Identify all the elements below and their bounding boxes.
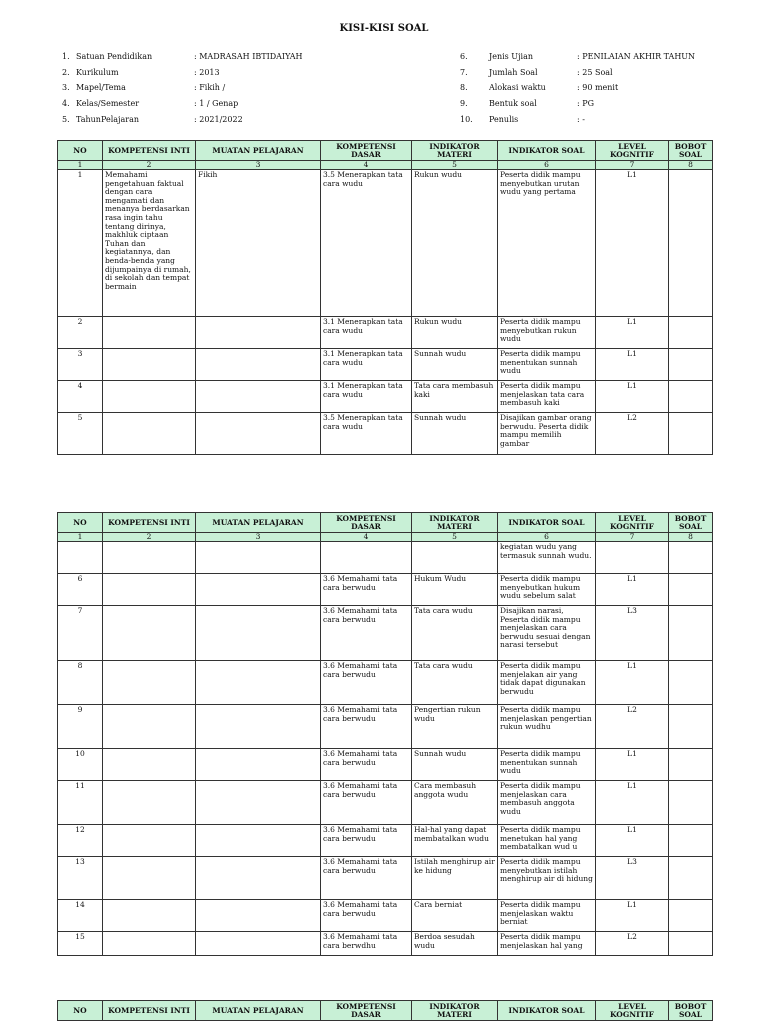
column-number: 7 (596, 533, 669, 542)
info-label: Kurikulum (76, 68, 119, 77)
cell-no: 1 (58, 170, 103, 317)
cell-kompetensi-dasar: 3.1 Menerapkan tata cara wudu (321, 381, 412, 413)
cell-no: 10 (58, 749, 103, 781)
cell-level: L2 (596, 932, 669, 956)
column-number: 6 (498, 161, 596, 170)
info-value: : 25 Soal (577, 68, 613, 77)
cell-indikator-soal: Peserta didik mampu menjelaskan hal yang (498, 932, 596, 956)
cell-level: L1 (596, 317, 669, 349)
info-value: : PENILAIAN AKHIR TAHUN (577, 52, 696, 61)
header-cell: INDIKATOR SOAL (498, 513, 596, 533)
cell-kompetensi-dasar: 3.6 Memahami tata cara berwudu (321, 900, 412, 932)
table-row (58, 900, 713, 932)
cell-bobot (669, 857, 713, 900)
column-number: 3 (196, 533, 321, 542)
cell-indikator-soal: Peserta didik mampu menjelakan air yang tidak dapat digunakan berwudu (498, 661, 596, 705)
info-number: 1. (62, 52, 70, 61)
cell-kompetensi-inti (103, 661, 196, 705)
info-value: : Fikih / (194, 83, 226, 92)
cell-indikator-materi: Sunnah wudu (412, 749, 498, 781)
kisi-table-1 (57, 140, 713, 455)
cell-indikator-materi: Istilah menghirup air ke hidung (412, 857, 498, 900)
cell-muatan (196, 749, 321, 781)
column-number: 4 (321, 161, 412, 170)
cell-bobot (669, 606, 713, 661)
cell-no: 4 (58, 381, 103, 413)
column-number: 2 (103, 533, 196, 542)
cell-level (596, 542, 669, 574)
cell-no: 8 (58, 661, 103, 705)
info-value: : PG (577, 99, 595, 108)
cell-level: L1 (596, 781, 669, 825)
cell-indikator-soal: Peserta didik mampu menyebutkan rukun wudu (498, 317, 596, 349)
info-label: TahunPelajaran (76, 115, 140, 124)
info-number: 10. (460, 115, 473, 124)
table-header-row (58, 1001, 713, 1021)
cell-kompetensi-inti (103, 857, 196, 900)
header-cell: LEVEL KOGNITIF (596, 513, 669, 533)
cell-kompetensi-dasar: 3.6 Memahami tata cara berwudu (321, 749, 412, 781)
cell-no: 7 (58, 606, 103, 661)
table-row (58, 381, 713, 413)
info-number: 5. (62, 115, 70, 124)
cell-no: 2 (58, 317, 103, 349)
header-cell: KOMPETENSI DASAR (321, 1001, 412, 1021)
info-number: 3. (62, 83, 70, 92)
cell-indikator-materi: Tata cara wudu (412, 606, 498, 661)
info-number: 9. (460, 99, 468, 108)
cell-indikator-soal: Peserta didik mampu menjelaskan pengertian rukun wudhu (498, 705, 596, 749)
cell-muatan (196, 413, 321, 455)
table-row (58, 781, 713, 825)
cell-indikator-soal: Peserta didik mampu menentukan sunnah wudu (498, 349, 596, 381)
header-cell: NO (58, 141, 103, 161)
table-row (58, 574, 713, 606)
info-number: 4. (62, 99, 70, 108)
cell-kompetensi-dasar: 3.6 Memahami tata cara berwudu (321, 574, 412, 606)
cell-kompetensi-inti (103, 574, 196, 606)
cell-muatan (196, 825, 321, 857)
cell-muatan (196, 606, 321, 661)
info-number: 6. (460, 52, 468, 61)
header-cell: INDIKATOR MATERI (412, 513, 498, 533)
table-row (58, 705, 713, 749)
cell-muatan (196, 349, 321, 381)
cell-bobot (669, 661, 713, 705)
column-number: 1 (58, 533, 103, 542)
table-row (58, 349, 713, 381)
header-cell: LEVEL KOGNITIF (596, 141, 669, 161)
cell-indikator-soal: kegiatan wudu yang termasuk sunnah wudu. (498, 542, 596, 574)
cell-level: L2 (596, 413, 669, 455)
cell-indikator-soal: Peserta didik mampu menentukan sunnah wudu (498, 749, 596, 781)
header-cell: KOMPETENSI INTI (103, 513, 196, 533)
cell-bobot (669, 413, 713, 455)
cell-no: 12 (58, 825, 103, 857)
table-row (58, 606, 713, 661)
cell-kompetensi-inti (103, 542, 196, 574)
header-cell: BOBOT SOAL (669, 513, 713, 533)
cell-indikator-soal: Peserta didik mampu menetukan hal yang membatalkan wud u (498, 825, 596, 857)
cell-kompetensi-dasar (321, 542, 412, 574)
cell-kompetensi-dasar: 3.6 Memahami tata cara berwudu (321, 781, 412, 825)
header-cell: BOBOT SOAL (669, 1001, 713, 1021)
cell-kompetensi-dasar: 3.6 Memahami tata cara berwudu (321, 705, 412, 749)
column-number: 8 (669, 533, 713, 542)
cell-kompetensi-dasar: 3.6 Memahami tata cara berwudu (321, 606, 412, 661)
cell-bobot (669, 705, 713, 749)
header-cell: INDIKATOR MATERI (412, 141, 498, 161)
header-cell: KOMPETENSI INTI (103, 1001, 196, 1021)
table-row (58, 317, 713, 349)
cell-no: 14 (58, 900, 103, 932)
cell-indikator-soal: Peserta didik mampu menjelaskan waktu berniat (498, 900, 596, 932)
cell-muatan (196, 542, 321, 574)
cell-level: L1 (596, 170, 669, 317)
cell-kompetensi-dasar: 3.6 Memahami tata cara berwudu (321, 661, 412, 705)
cell-indikator-soal: Peserta didik mampu menyebutkan urutan wudu yang pertama (498, 170, 596, 317)
info-label: Jenis Ujian (489, 52, 534, 61)
cell-muatan (196, 381, 321, 413)
cell-no: 15 (58, 932, 103, 956)
cell-kompetensi-inti: Memahami pengetahuan faktual dengan cara mengamati dan menanya berdasarkan rasa ingin tahu tentang dirinya, makhluk ciptaan Tuhan dan kegiatannya, dan benda-benda yang dijumpainya di rumah, di sekolah dan tempat bermain (103, 170, 196, 317)
cell-level: L1 (596, 661, 669, 705)
cell-level: L1 (596, 574, 669, 606)
cell-kompetensi-dasar: 3.5 Menerapkan tata cara wudu (321, 413, 412, 455)
cell-indikator-materi (412, 542, 498, 574)
header-cell: MUATAN PELAJARAN (196, 141, 321, 161)
column-number: 7 (596, 161, 669, 170)
cell-muatan (196, 857, 321, 900)
cell-muatan: Fikih (196, 170, 321, 317)
cell-level: L1 (596, 749, 669, 781)
cell-indikator-materi: Hukum Wudu (412, 574, 498, 606)
table-row (58, 170, 713, 317)
cell-kompetensi-inti (103, 381, 196, 413)
cell-kompetensi-dasar: 3.1 Menerapkan tata cara wudu (321, 317, 412, 349)
cell-bobot (669, 749, 713, 781)
cell-indikator-materi: Tata cara membasuh kaki (412, 381, 498, 413)
column-number: 5 (412, 533, 498, 542)
cell-indikator-materi: Hal-hal yang dapat membatalkan wudu (412, 825, 498, 857)
cell-muatan (196, 705, 321, 749)
cell-indikator-materi: Cara berniat (412, 900, 498, 932)
info-label: Satuan Pendidikan (76, 52, 153, 61)
cell-bobot (669, 170, 713, 317)
cell-kompetensi-inti (103, 349, 196, 381)
column-number: 8 (669, 161, 713, 170)
cell-muatan (196, 781, 321, 825)
cell-indikator-materi: Rukun wudu (412, 170, 498, 317)
info-label: Penulis (489, 115, 519, 124)
header-cell: INDIKATOR SOAL (498, 141, 596, 161)
info-value: : 90 menit (577, 83, 619, 92)
cell-no: 5 (58, 413, 103, 455)
cell-no: 3 (58, 349, 103, 381)
cell-no: 6 (58, 574, 103, 606)
cell-muatan (196, 317, 321, 349)
cell-bobot (669, 900, 713, 932)
column-number: 4 (321, 533, 412, 542)
table-row (58, 542, 713, 574)
cell-indikator-soal: Peserta didik mampu menjelaskan tata cara membasuh kaki (498, 381, 596, 413)
header-cell: NO (58, 513, 103, 533)
cell-kompetensi-inti (103, 781, 196, 825)
table-row (58, 661, 713, 705)
header-cell: MUATAN PELAJARAN (196, 513, 321, 533)
header-cell: BOBOT SOAL (669, 141, 713, 161)
info-number: 7. (460, 68, 468, 77)
cell-no (58, 542, 103, 574)
info-value: : - (577, 115, 585, 124)
cell-kompetensi-dasar: 3.6 Memahami tata cara berwudu (321, 857, 412, 900)
column-number: 2 (103, 161, 196, 170)
column-number: 5 (412, 161, 498, 170)
cell-kompetensi-inti (103, 317, 196, 349)
info-label: Mapel/Tema (76, 83, 126, 92)
table-row (58, 749, 713, 781)
cell-kompetensi-inti (103, 932, 196, 956)
info-label: Bentuk soal (489, 99, 537, 108)
cell-kompetensi-dasar: 3.6 Memahami tata cara berwudu (321, 825, 412, 857)
header-cell: NO (58, 1001, 103, 1021)
info-label: Jumlah Soal (489, 68, 538, 77)
header-cell: KOMPETENSI DASAR (321, 513, 412, 533)
cell-kompetensi-dasar: 3.6 Memahami tata cara berwdhu (321, 932, 412, 956)
cell-level: L1 (596, 900, 669, 932)
cell-bobot (669, 825, 713, 857)
header-cell: LEVEL KOGNITIF (596, 1001, 669, 1021)
cell-kompetensi-inti (103, 606, 196, 661)
column-number: 6 (498, 533, 596, 542)
cell-bobot (669, 381, 713, 413)
header-cell: KOMPETENSI DASAR (321, 141, 412, 161)
cell-indikator-materi: Sunnah wudu (412, 413, 498, 455)
info-label: Alokasi waktu (489, 83, 546, 92)
info-label: Kelas/Semester (76, 99, 140, 108)
column-number-row (58, 161, 713, 170)
cell-indikator-soal: Peserta didik mampu menjelaskan cara membasuh anggota wudu (498, 781, 596, 825)
cell-level: L1 (596, 381, 669, 413)
header-cell: KOMPETENSI INTI (103, 141, 196, 161)
column-number: 1 (58, 161, 103, 170)
cell-bobot (669, 317, 713, 349)
cell-no: 13 (58, 857, 103, 900)
cell-bobot (669, 542, 713, 574)
cell-muatan (196, 932, 321, 956)
cell-indikator-materi: Rukun wudu (412, 317, 498, 349)
kisi-table-3 (57, 1000, 713, 1021)
table-header-row (58, 141, 713, 161)
table-row (58, 413, 713, 455)
header-cell: MUATAN PELAJARAN (196, 1001, 321, 1021)
cell-indikator-materi: Berdoa sesudah wudu (412, 932, 498, 956)
info-value: : 1 / Genap (194, 99, 239, 108)
document-title: KISI-KISI SOAL (339, 23, 429, 34)
cell-indikator-materi: Cara membasuh anggota wudu (412, 781, 498, 825)
cell-indikator-soal: Disajikan narasi, Peserta didik mampu menjelaskan cara berwudu sesuai dengan narasi tersebut (498, 606, 596, 661)
table-row (58, 857, 713, 900)
info-value: : 2013 (194, 68, 220, 77)
cell-kompetensi-dasar: 3.1 Menerapkan tata cara wudu (321, 349, 412, 381)
header-cell: INDIKATOR SOAL (498, 1001, 596, 1021)
cell-level: L3 (596, 857, 669, 900)
table-row (58, 825, 713, 857)
cell-level: L3 (596, 606, 669, 661)
cell-level: L2 (596, 705, 669, 749)
table-row (58, 932, 713, 956)
cell-bobot (669, 932, 713, 956)
cell-indikator-soal: Disajikan gambar orang berwudu. Peserta didik mampu memilih gambar (498, 413, 596, 455)
kisi-table-2 (57, 512, 713, 956)
cell-muatan (196, 661, 321, 705)
cell-kompetensi-inti (103, 705, 196, 749)
cell-indikator-soal: Peserta didik mampu menyebutkan istilah menghirup air di hidung (498, 857, 596, 900)
cell-kompetensi-dasar: 3.5 Menerapkan tata cara wudu (321, 170, 412, 317)
cell-bobot (669, 349, 713, 381)
cell-indikator-soal: Peserta didik mampu menyebutkan hukum wudu sebelum salat (498, 574, 596, 606)
cell-kompetensi-inti (103, 900, 196, 932)
cell-kompetensi-inti (103, 413, 196, 455)
column-number-row (58, 533, 713, 542)
cell-muatan (196, 900, 321, 932)
info-value: : 2021/2022 (194, 115, 243, 124)
cell-no: 9 (58, 705, 103, 749)
cell-indikator-materi: Pengertian rukun wudu (412, 705, 498, 749)
cell-level: L1 (596, 349, 669, 381)
info-number: 8. (460, 83, 468, 92)
table-header-row (58, 513, 713, 533)
header-cell: INDIKATOR MATERI (412, 1001, 498, 1021)
column-number: 3 (196, 161, 321, 170)
cell-indikator-materi: Sunnah wudu (412, 349, 498, 381)
cell-bobot (669, 574, 713, 606)
cell-kompetensi-inti (103, 825, 196, 857)
cell-no: 11 (58, 781, 103, 825)
cell-muatan (196, 574, 321, 606)
info-number: 2. (62, 68, 70, 77)
info-value: : MADRASAH IBTIDAIYAH (194, 52, 303, 61)
cell-bobot (669, 781, 713, 825)
cell-kompetensi-inti (103, 749, 196, 781)
cell-indikator-materi: Tata cara wudu (412, 661, 498, 705)
cell-level: L1 (596, 825, 669, 857)
